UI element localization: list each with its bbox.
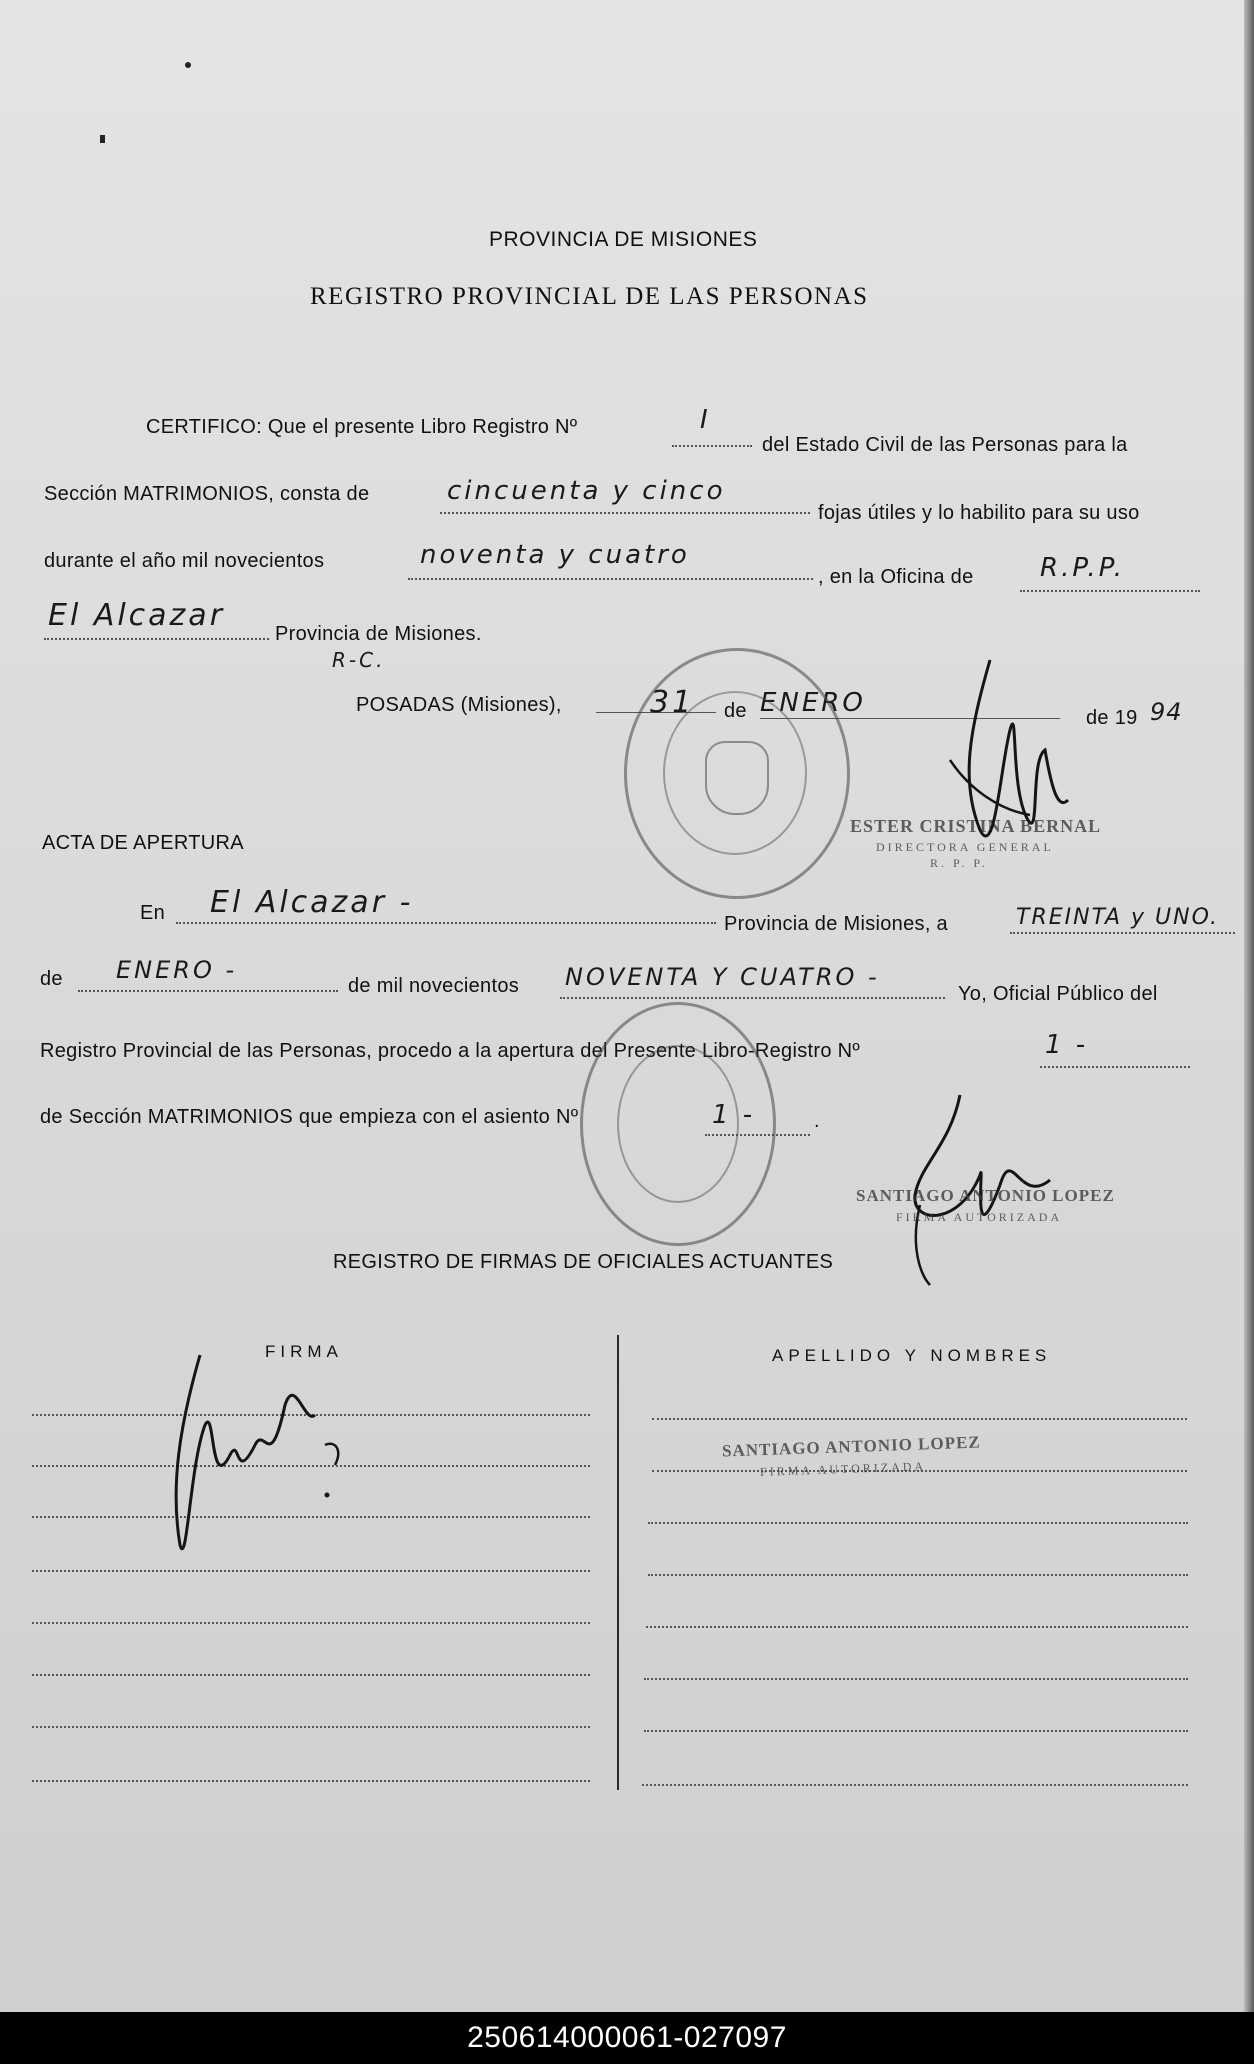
firma-line [32, 1780, 590, 1782]
firma-line [32, 1674, 590, 1676]
posadas-dia: 31 [650, 685, 695, 720]
posadas-de-anio: de 19 [1086, 707, 1138, 729]
director-stamp-name: ESTER CRISTINA BERNAL [850, 816, 1102, 836]
province-heading: PROVINCIA DE MISIONES [489, 228, 758, 251]
cert-line2-a: Sección MATRIMONIOS, consta de [44, 483, 370, 505]
barcode-footer: 250614000061-027097 [0, 2012, 1254, 2064]
seal-coat-of-arms [705, 741, 769, 815]
office-seal [580, 1002, 776, 1246]
acta-title: ACTA DE APERTURA [42, 832, 244, 854]
acta-en: En [140, 902, 166, 924]
cert-line1-a: CERTIFICO: Que el presente Libro Registro Nº [146, 416, 578, 438]
posadas-label: POSADAS (Misiones), [356, 694, 562, 716]
col-firma-header: FIRMA [265, 1342, 343, 1361]
nombre-line [648, 1574, 1188, 1576]
dotted-field [672, 445, 752, 447]
registry-heading: REGISTRO PROVINCIAL DE LAS PERSONAS [310, 283, 869, 310]
posadas-mes: ENERO [760, 688, 866, 718]
oficial-stamp-title: FIRMA AUTORIZADA [896, 1210, 1063, 1224]
acta-lugar: El Alcazar - [210, 885, 414, 920]
column-divider [617, 1335, 619, 1790]
acta-libro-num: 1 - [1045, 1030, 1089, 1060]
director-signature [940, 640, 1080, 870]
speck [100, 135, 105, 143]
registro-row1-title: FIRMA AUTORIZADA [759, 1459, 927, 1479]
acta-provincia: Provincia de Misiones, a [724, 913, 948, 935]
dotted-field [1020, 590, 1200, 592]
acta-line4-end: . [814, 1110, 820, 1132]
nombre-line [646, 1626, 1188, 1628]
dotted-field [408, 578, 813, 580]
dotted-field [176, 922, 716, 924]
posadas-de: de [724, 700, 747, 722]
acta-dia: TREINTA y UNO. [1016, 905, 1220, 930]
director-stamp-title: DIRECTORA GENERAL [876, 840, 1054, 854]
oficial-signature [900, 1085, 1060, 1285]
registro-row1-name: SANTIAGO ANTONIO LOPEZ [721, 1432, 982, 1461]
initials: R-C. [332, 648, 386, 672]
acta-mes: ENERO - [116, 956, 238, 984]
libro-number: I [700, 405, 711, 435]
acta-de: de [40, 968, 63, 990]
dotted-field [78, 990, 338, 992]
nombre-line [642, 1784, 1188, 1786]
oficina-value: R.P.P. [1040, 553, 1126, 583]
dotted-field [440, 512, 810, 514]
nombre-line [644, 1730, 1188, 1732]
firma-line [32, 1726, 590, 1728]
dotted-field [1040, 1066, 1190, 1068]
fojas-count: cincuenta y cinco [447, 476, 726, 506]
director-stamp-org: R. P. P. [930, 856, 988, 870]
anio-habilitado: noventa y cuatro [420, 540, 690, 570]
dotted-field [44, 638, 269, 640]
acta-line3: Registro Provincial de las Personas, procedo a la apertura del Presente Libro-Registro Nº [40, 1040, 860, 1062]
col-nombres-header: APELLIDO Y NOMBRES [772, 1346, 1052, 1365]
cert-line3-a: durante el año mil novecientos [44, 550, 325, 572]
registro-signature [155, 1345, 375, 1575]
firma-line [32, 1622, 590, 1624]
nombre-line [652, 1418, 1187, 1420]
posadas-anio: 94 [1150, 698, 1183, 726]
cert-line3-b: , en la Oficina de [818, 566, 974, 588]
speck [185, 62, 191, 68]
registry-seal [624, 648, 850, 899]
cert-line2-b: fojas útiles y lo habilito para su uso [818, 502, 1140, 524]
nombre-line [644, 1678, 1188, 1680]
cert-line4-b: Provincia de Misiones. [275, 623, 482, 645]
registro-title: REGISTRO DE FIRMAS DE OFICIALES ACTUANTES [333, 1251, 834, 1273]
cert-line1-b: del Estado Civil de las Personas para la [762, 434, 1128, 456]
lugar-value: El Alcazar [48, 598, 226, 633]
nombre-line [648, 1522, 1188, 1524]
acta-asiento-num: 1 - [712, 1100, 756, 1130]
acta-yo: Yo, Oficial Público del [958, 983, 1158, 1005]
dotted-field [560, 997, 945, 999]
acta-mil: de mil novecientos [348, 975, 520, 997]
oficial-stamp-name: SANTIAGO ANTONIO LOPEZ [856, 1186, 1115, 1205]
acta-anio: NOVENTA Y CUATRO - [565, 963, 880, 991]
dotted-field [1010, 932, 1235, 934]
acta-line4: de Sección MATRIMONIOS que empieza con el asiento Nº [40, 1106, 579, 1128]
